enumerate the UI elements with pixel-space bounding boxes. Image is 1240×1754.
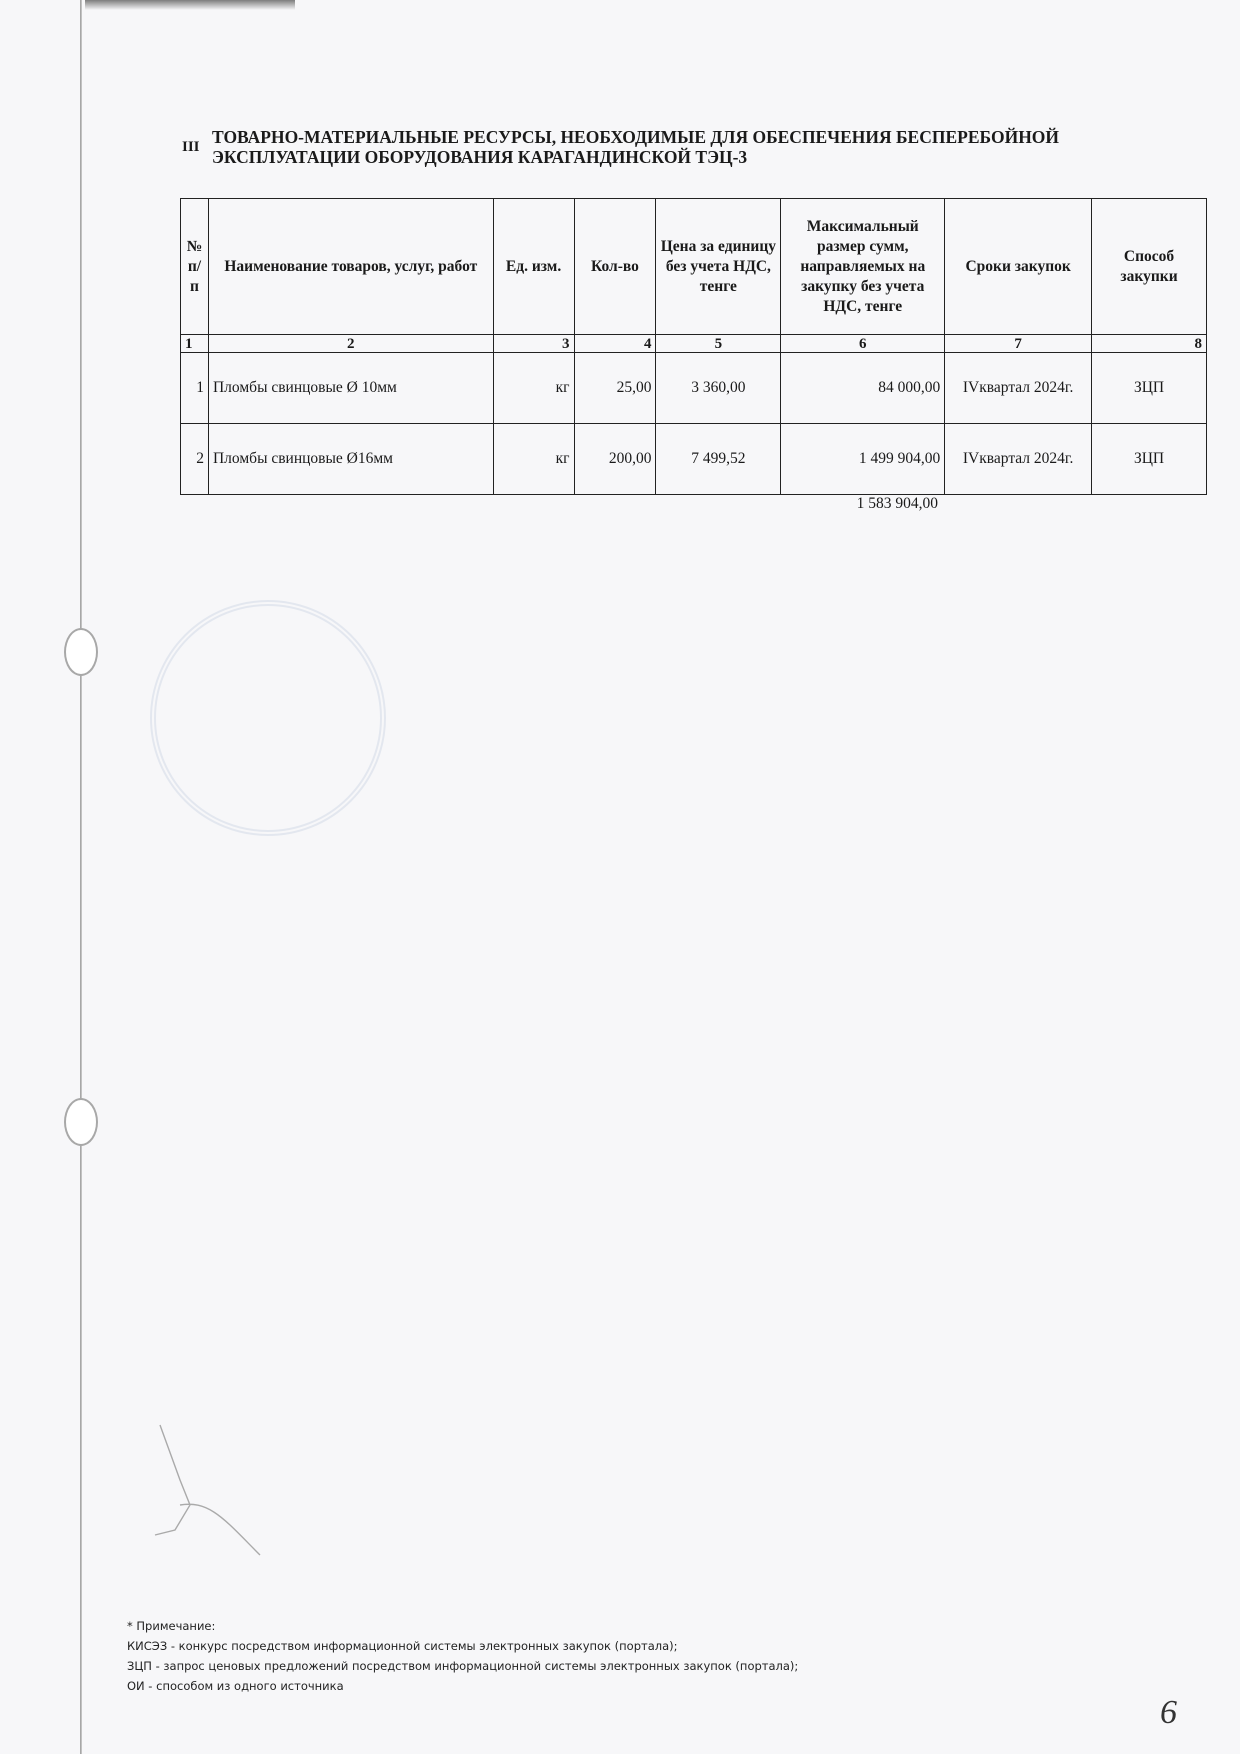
binding-margin-line (80, 0, 82, 1754)
col-number: 7 (945, 335, 1092, 353)
faded-stamp (150, 600, 386, 836)
col-header-price: Цена за единицу без учета НДС, тенге (656, 199, 781, 335)
row-max-sum: 84 000,00 (781, 353, 945, 424)
row-no: 2 (181, 424, 209, 495)
col-header-unit: Ед. изм. (493, 199, 574, 335)
punch-hole-upper (64, 628, 98, 676)
section-number: III (182, 139, 200, 155)
punch-hole-lower (64, 1098, 98, 1146)
row-qty: 25,00 (574, 353, 656, 424)
col-number: 4 (574, 335, 656, 353)
signature-mark (150, 1420, 270, 1560)
resources-table (180, 198, 1207, 495)
row-qty: 200,00 (574, 424, 656, 495)
row-unit: кг (493, 353, 574, 424)
col-number: 3 (493, 335, 574, 353)
row-method: ЗЦП (1092, 353, 1207, 424)
col-number: 5 (656, 335, 781, 353)
table-row (181, 353, 1207, 424)
row-unit: кг (493, 424, 574, 495)
col-header-max-sum: Максимальный размер сумм, направляемых на закупку без учета НДС, тенге (781, 199, 945, 335)
row-price: 7 499,52 (656, 424, 781, 495)
footnote-line: КИСЭЗ - конкурс посредством информационной системы электронных закупок (портала); (127, 1639, 678, 1653)
footnote-line: ЗЦП - запрос ценовых предложений посредством информационной системы электронных закупок (портала); (127, 1659, 799, 1673)
col-header-period: Сроки закупок (945, 199, 1092, 335)
footnote-title: * Примечание: (127, 1619, 216, 1633)
heading-line-1: ТОВАРНО-МАТЕРИАЛЬНЫЕ РЕСУРСЫ, НЕОБХОДИМЫЕ ДЛЯ ОБЕСПЕЧЕНИЯ БЕСПЕРЕБОЙНОЙ (212, 127, 1060, 147)
col-header-qty: Кол-во (574, 199, 656, 335)
col-number: 8 (1092, 335, 1207, 353)
col-number: 6 (781, 335, 945, 353)
col-number: 2 (208, 335, 493, 353)
row-price: 3 360,00 (656, 353, 781, 424)
scan-edge-shadow (85, 0, 295, 10)
section-heading (182, 127, 1082, 167)
total-sum: 1 583 904,00 (856, 495, 938, 512)
row-name: Пломбы свинцовые Ø 10мм (208, 353, 493, 424)
page-number: 6 (1160, 1694, 1177, 1731)
footnote-line: ОИ - способом из одного источника (127, 1679, 344, 1693)
table-header-row (181, 199, 1207, 335)
col-header-method: Способ закупки (1092, 199, 1207, 335)
col-number: 1 (181, 335, 209, 353)
row-method: ЗЦП (1092, 424, 1207, 495)
table-row (181, 424, 1207, 495)
row-name: Пломбы свинцовые Ø16мм (208, 424, 493, 495)
column-number-row (181, 335, 1207, 353)
footnote (127, 1616, 798, 1696)
col-header-no: № п/п (181, 199, 209, 335)
row-no: 1 (181, 353, 209, 424)
row-max-sum: 1 499 904,00 (781, 424, 945, 495)
heading-line-2: ЭКСПЛУАТАЦИИ ОБОРУДОВАНИЯ КАРАГАНДИНСКОЙ ТЭЦ-3 (212, 147, 748, 167)
col-header-name: Наименование товаров, услуг, работ (208, 199, 493, 335)
row-period: IVквартал 2024г. (945, 353, 1092, 424)
row-period: IVквартал 2024г. (945, 424, 1092, 495)
